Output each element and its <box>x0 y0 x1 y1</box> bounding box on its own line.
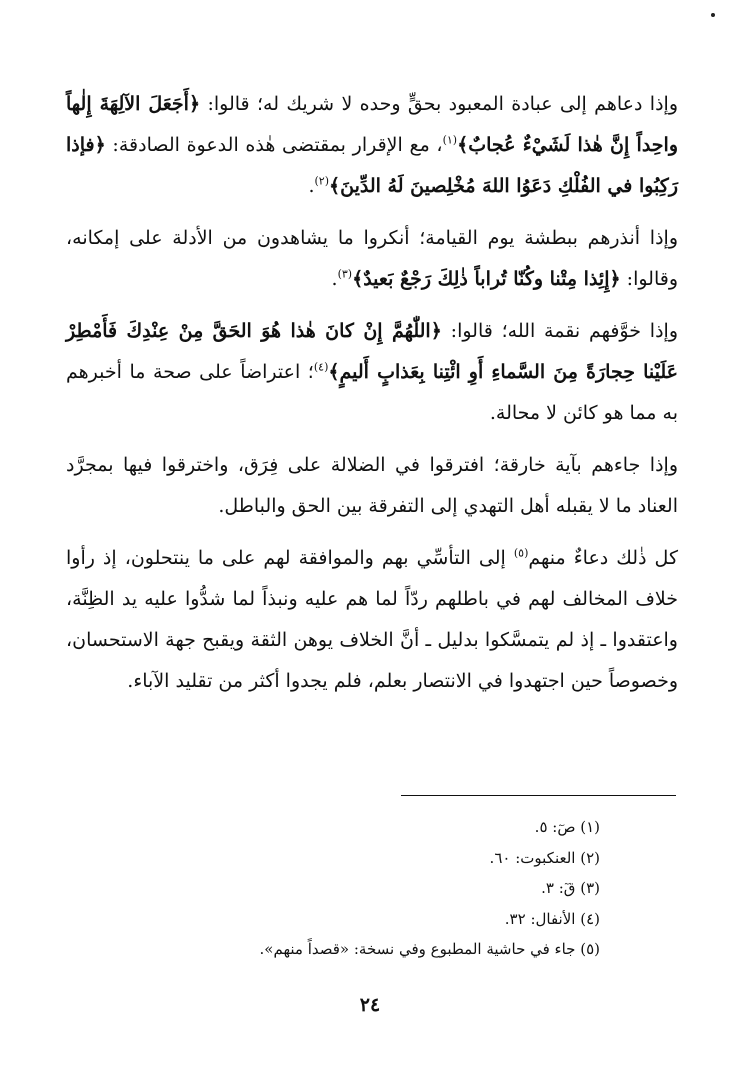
footnote-item: (١) صٓ: ٥. <box>534 818 600 836</box>
paragraph-text: وإذا جاءهم بآية خارقة؛ افترقوا في الضلالة على فِرَق، واخترقوا فيها بمجرَّد العناد ما لا يقبله أهل التهدي إلى التفرقة بين الحق والباطل. <box>66 454 678 517</box>
paragraph-2 <box>66 218 678 300</box>
footnote-item: (٤) الأنفال: ٣٢. <box>504 909 600 928</box>
page-number: ٢٤ <box>359 994 381 1016</box>
quran-quote: ﴿فإذا رَكِبُوا في الفُلْكِ دَعَوُا اللهَ مُخْلِصينَ لَهُ الدِّينَ﴾ <box>66 134 678 197</box>
footnote-item: (٥) جاء في حاشية المطبوع وفي نسخة: «قصداً منهم». <box>259 940 600 958</box>
quran-quote: ﴿أَجَعَلَ الآلِهَةَ إِلٰهاً واحِداً إِنَّ هٰذا لَشَيْءٌ عُجابٌ﴾ <box>66 93 678 156</box>
paragraph-3 <box>66 311 678 434</box>
ink-speck <box>711 13 715 17</box>
footnote-divider <box>401 795 676 796</box>
footnote-ref: (٥) <box>513 546 529 560</box>
footnote-ref: (٢) <box>314 174 329 188</box>
footnote-ref: (٣) <box>337 267 353 281</box>
paragraph-text: . <box>308 175 315 197</box>
paragraph-text: وإذا أنذرهم ببطشة يوم القيامة؛ أنكروا ما يشاهدون من الأدلة على إمكانه، وقالوا: <box>66 227 678 290</box>
footnotes-list <box>160 812 600 965</box>
footnote-item: (٣) قٓ: ٣. <box>541 879 600 897</box>
paragraph-text: ، مع الإقرار بمقتضى هٰذه الدعوة الصادقة: <box>105 134 443 156</box>
paragraph-5 <box>66 538 678 702</box>
paragraph-1 <box>66 84 678 207</box>
paragraph-text: ؛ اعتراضاً على صحة ما أخبرهم به مما هو كائن لا محالة. <box>66 361 678 424</box>
quran-quote: ﴿اللّٰهُمَّ إِنْ كانَ هٰذا هُوَ الحَقَّ مِنْ عِنْدِكَ فَأَمْطِرْ عَلَيْنا حِجارَةً مِنَ السَّماءِ أَوِ ائْتِنا بِعَذابٍ أَليمٍ﴾ <box>66 320 678 383</box>
quran-quote: ﴿إِئِذا مِتْنا وكُنّا تُراباً ذٰلِكَ رَجْعٌ بَعيدٌ﴾ <box>352 268 621 290</box>
paragraph-4 <box>66 445 678 527</box>
paragraph-text: كل ذٰلك دعاءٌ منهم <box>528 547 678 569</box>
paragraph-text: وإذا خوَّفهم نقمة الله؛ قالوا: <box>441 320 679 342</box>
paragraph-text: إلى التأسِّي بهم والموافقة لهم على ما ينتحلون، إذ رأوا خلاف المخالف لهم في باطلهم ردّاً لما هم عليه ونبذاً لما شدُّوا عليه يد الظِنَّة، واعتقدوا ـ إذ لم يتمسَّكوا بدليل ـ أنَّ الخلاف يوهن الثقة ويقبح جهة الاستحسان، وخصوصاً حين اجتهدوا في الانتصار بعلم، فلم يجدوا أكثر من تقليد الآباء. <box>66 547 678 692</box>
main-text <box>66 84 678 702</box>
paragraph-text: وإذا دعاهم إلى عبادة المعبود بحقٍّ وحده لا شريك له؛ قالوا: <box>200 93 678 115</box>
footnote-ref: (٤) <box>313 360 329 374</box>
footnote-ref: (١) <box>442 133 458 147</box>
footnote-item: (٢) العنكبوت: ٦٠. <box>489 848 600 867</box>
paragraph-text: . <box>331 268 338 290</box>
